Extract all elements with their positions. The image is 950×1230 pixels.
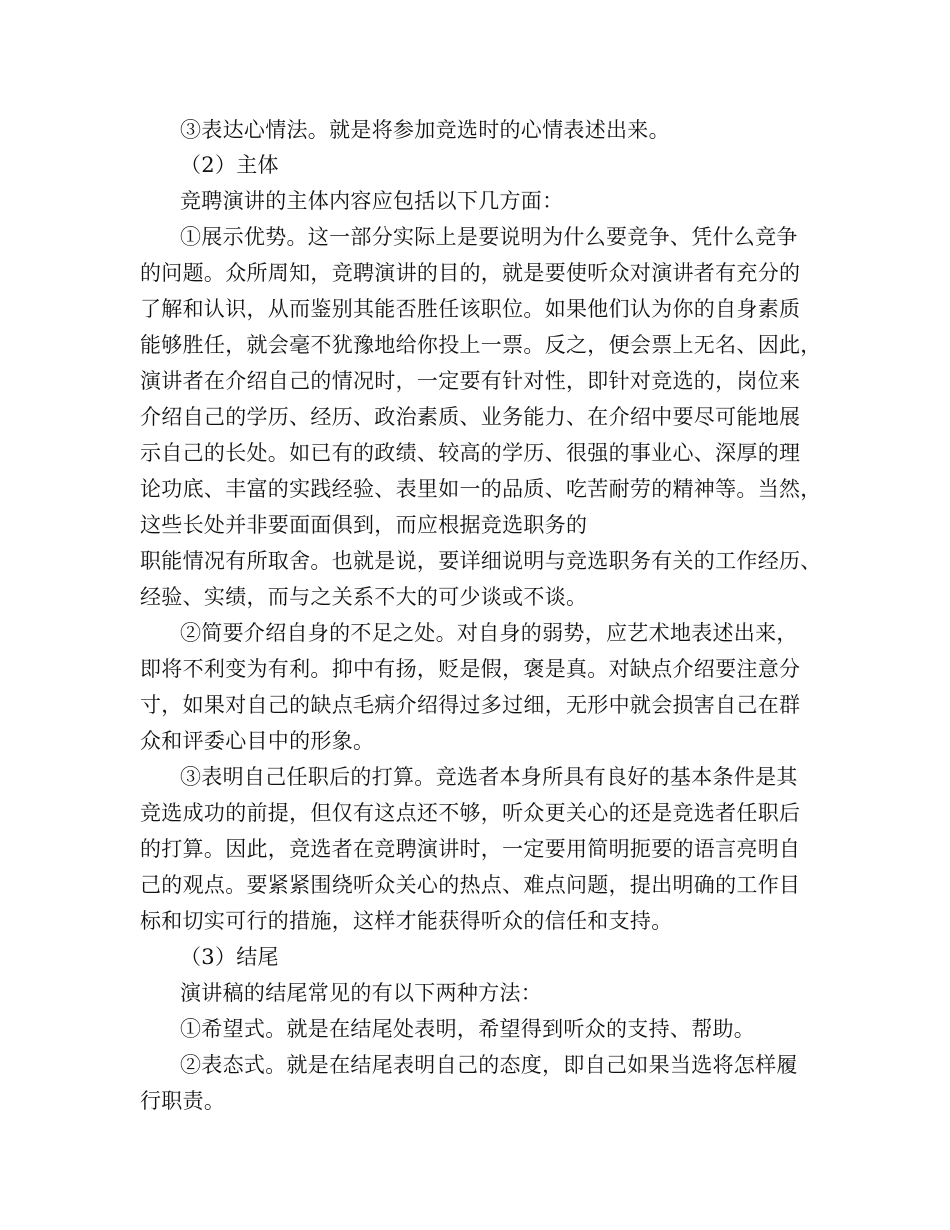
paragraph-line: 能够胜任，就会毫不犹豫地给你投上一票。反之，便会票上无名、因此， bbox=[140, 333, 822, 357]
paragraph-line: 即将不利变为有利。抑中有扬，贬是假，褒是真。对缺点介绍要注意分 bbox=[140, 657, 801, 681]
paragraph-line: ①展示优势。这一部分实际上是要说明为什么要竞争、凭什么竞争 bbox=[180, 225, 798, 249]
paragraph-line: 演讲稿的结尾常见的有以下两种方法： bbox=[180, 981, 543, 1005]
paragraph-line: 论功底、丰富的实践经验、表里如一的品质、吃苦耐劳的精神等。当然， bbox=[140, 477, 822, 501]
paragraph-line: 的问题。众所周知，竞聘演讲的目的，就是要使听众对演讲者有充分的 bbox=[140, 261, 801, 285]
paragraph-line: ②简要介绍自身的不足之处。对自身的弱势，应艺术地表述出来， bbox=[180, 621, 798, 645]
paragraph-line: 这些长处并非要面面俱到，而应根据竞选职务的 bbox=[140, 513, 588, 537]
paragraph-line: 竞选成功的前提，但仅有这点还不够，听众更关心的还是竞选者任职后 bbox=[140, 801, 801, 825]
paragraph-line: 演讲者在介绍自己的情况时，一定要有针对性，即针对竞选的，岗位来 bbox=[140, 369, 801, 393]
paragraph-line: 众和评委心目中的形象。 bbox=[140, 729, 375, 753]
paragraph-line: ③表达心情法。就是将参加竞选时的心情表述出来。 bbox=[180, 118, 670, 142]
paragraph-line: 了解和认识，从而鉴别其能否胜任该职位。如果他们认为你的自身素质 bbox=[140, 297, 801, 321]
paragraph-line: ③表明自己任职后的打算。竞选者本身所具有良好的基本条件是其 bbox=[180, 765, 798, 789]
section-heading-body: （2）主体 bbox=[180, 153, 279, 177]
paragraph-line: 行职责。 bbox=[140, 1089, 226, 1113]
paragraph-line: 标和切实可行的措施，这样才能获得听众的信任和支持。 bbox=[140, 909, 673, 933]
section-heading-ending: （3）结尾 bbox=[180, 945, 279, 969]
paragraph-line: ①希望式。就是在结尾处表明，希望得到听众的支持、帮助。 bbox=[180, 1017, 756, 1041]
paragraph-line: 己的观点。要紧紧围绕听众关心的热点、难点问题，提出明确的工作目 bbox=[140, 873, 801, 897]
paragraph-line: 介绍自己的学历、经历、政治素质、业务能力、在介绍中要尽可能地展 bbox=[140, 405, 801, 429]
paragraph-line: 竞聘演讲的主体内容应包括以下几方面： bbox=[180, 189, 564, 213]
paragraph-line: 的打算。因此，竞选者在竞聘演讲时，一定要用简明扼要的语言亮明自 bbox=[140, 837, 801, 861]
paragraph-line: ②表态式。就是在结尾表明自己的态度，即自己如果当选将怎样履 bbox=[180, 1053, 798, 1077]
paragraph-line: 经验、实绩，而与之关系不大的可少谈或不谈。 bbox=[140, 585, 588, 609]
paragraph-line: 职能情况有所取舍。也就是说，要详细说明与竞选职务有关的工作经历、 bbox=[140, 549, 822, 573]
paragraph-line: 寸，如果对自己的缺点毛病介绍得过多过细，无形中就会损害自己在群 bbox=[140, 693, 801, 717]
paragraph-line: 示自己的长处。如已有的政绩、较高的学历、很强的事业心、深厚的理 bbox=[140, 441, 801, 465]
